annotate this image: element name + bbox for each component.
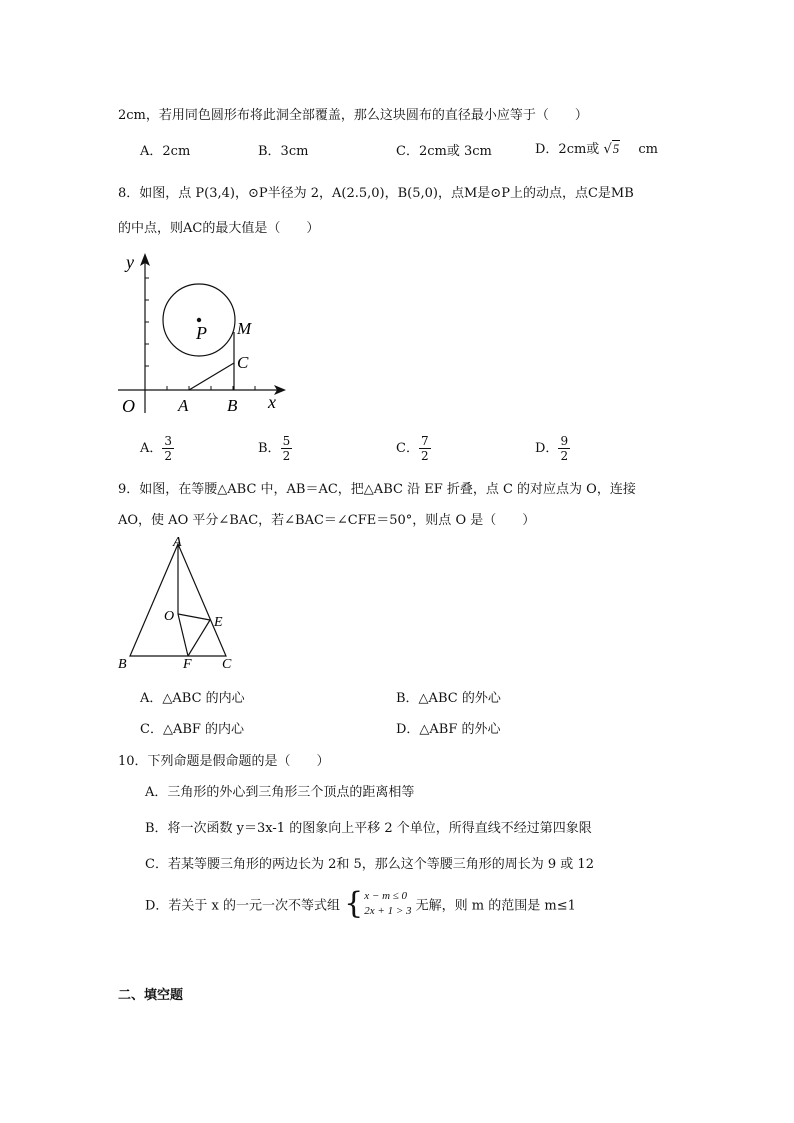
fraction: $\frac{9}{2}$ [560,434,569,463]
label-c: C [237,353,249,372]
q9-option-b: B．△ABC 的外心 [396,691,501,706]
segment-of [178,614,188,656]
label-p: P [196,323,207,343]
label-o: O [164,609,175,624]
label-e: E [214,615,223,630]
q10-option-d [145,886,576,921]
q9-line1: 9．如图，在等腰△ABC 中，AB＝AC，把△ABC 沿 EF 折叠，点 C 的对应点为 O，连接 [118,482,636,497]
q9-option-a: A．△ABC 的内心 [140,691,245,706]
q10-option-b: B．将一次函数 y＝3x-1 的图象向上平移 2 个单位，所得直线不经过第四象限 [145,821,592,836]
q7-option-d-unit: cm [638,142,658,157]
label-b: B [227,396,238,415]
q9-figure [112,534,252,674]
q9-option-c: C．△ABF 的内心 [140,722,245,737]
q8-option-a: A． $\frac{3}{2}$ [140,434,173,463]
q8-figure [110,248,300,420]
q7-line1: 2cm，若用同色圆形布将此洞全部覆盖，那么这块圆布的直径最小应等于（ ） [118,108,588,123]
q7-option-b: B．3cm [258,144,309,159]
q8-option-d: D． $\frac{9}{2}$ [535,434,569,463]
q9-line2: AO，使 AO 平分∠BAC，若∠BAC＝∠CFE＝50°，则点 O 是（ ） [118,513,536,528]
point-p [197,318,201,322]
q8-line1: 8．如图，点 P(3,4)，⊙P半径为 2，A(2.5,0)，B(5,0)，点M是⊙P上的动点，点C是MB [118,186,634,201]
q10-line1: 10．下列命题是假命题的是（ ） [118,754,330,769]
label-x: x [268,392,276,412]
label-m: M [237,319,252,338]
label-o: O [122,396,135,416]
fraction: $\frac{7}{2}$ [420,434,429,463]
q7-option-a: A．2cm [140,144,191,159]
q10-option-d-suffix: 无解，则 m 的范围是 m≤1 [415,898,576,914]
label-c: C [222,657,232,672]
fraction: $\frac{3}{2}$ [164,434,173,463]
system-line-1: x − m ≤ 0 [364,890,408,902]
q7-option-d-prefix: D．2cm或 [535,142,600,157]
brace-symbol: { [344,886,364,921]
label-f: F [183,657,192,672]
fraction: $\frac{5}{2}$ [282,434,291,463]
sqrt-symbol: √5 [603,141,620,157]
label-a: A [173,535,182,550]
segment-oe [178,614,210,620]
y-ticks [145,278,149,366]
label-y: y [126,252,134,272]
system-line-2: 2x + 1 > 3 [364,905,412,917]
q10-option-c: C．若某等腰三角形的两边长为 2和 5，那么这个等腰三角形的周长为 9 或 12 [145,857,594,872]
q9-option-d: D．△ABF 的外心 [396,722,501,737]
q7-option-d [535,138,658,157]
q7-option-c: C．2cm或 3cm [396,144,492,159]
segment-ac [189,363,234,390]
q8-line2: 的中点，则AC的最大值是（ ） [118,221,320,236]
q8-option-b: B． $\frac{5}{2}$ [258,434,291,463]
segment-ef [188,620,210,656]
q8-option-c: C． $\frac{7}{2}$ [396,434,429,463]
section-title: 二、填空题 [118,988,184,1003]
q10-option-a: A．三角形的外心到三角形三个顶点的距离相等 [145,785,415,800]
q7-option-d-sqrt: 5 [612,141,620,156]
q10-option-d-prefix: D．若关于 x 的一元一次不等式组 [145,898,341,914]
inequality-system [344,886,412,921]
label-b: B [118,657,127,672]
label-a: A [178,396,189,415]
